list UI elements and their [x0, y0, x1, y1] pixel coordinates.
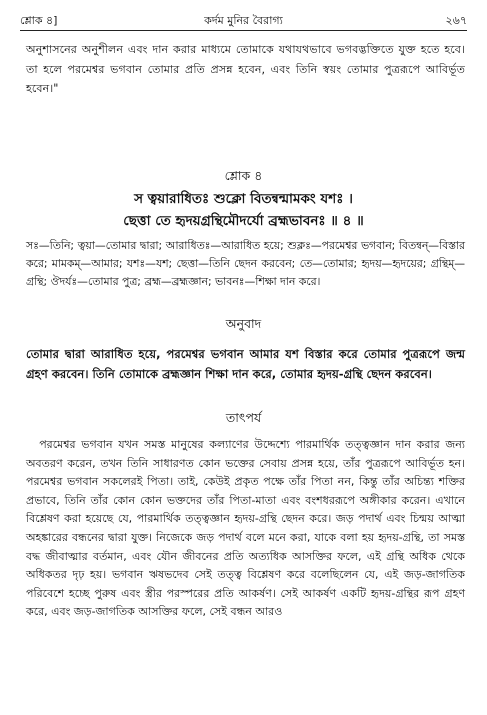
header-chapter-title: কর্দম মুনির বৈরাগ্য: [204, 14, 283, 27]
continuation-paragraph: অনুশাসনের অনুশীলন এবং দান করার মাধ্যমে তোমাকে যথাযথভাবে ভগবদ্ভক্তিতে যুক্ত হতে হবে। তা হলে পরমেশ্বর ভগবান তোমার প্রতি প্রসন্ন হবেন, এবং তিনি স্বয়ং তোমার পুত্ররূপে আবির্ভূত হবেন।": [26, 43, 465, 95]
verse-line-2: ছেত্তা তে হৃদয়গ্রন্থিমৌদর্যো ব্রহ্মভাবনঃ ॥ ৪ ॥: [123, 213, 364, 229]
header-rule: [20, 30, 467, 31]
purport-paragraph: পরমেশ্বর ভগবান যখন সমস্ত মানুষের কল্যাণের উদ্দেশ্যে পারমার্থিক তত্ত্বজ্ঞান দান করার জন্য অবতরণ করেন, তখন তিনি সাধারণত কোন ভক্তের সেবায় প্রসন্ন হয়ে, তাঁর পুত্ররূপে আবির্ভূত হন। পরমেশ্বর ভগবান সকলেরই পিতা। তাই, কেউই প্রকৃত পক্ষে তাঁর পিতা নন, কিন্তু তাঁর অচিন্ত্য শক্তির প্রভাবে, তিনি তাঁর কোন কোন ভক্তদের তাঁর পিতা-মাতা এবং বংশধররূপে অঙ্গীকার করেন। এখানে বিশ্লেষণ করা হয়েছে যে, পারমার্থিক তত্ত্বজ্ঞান হৃদয়-গ্রন্থি ছেদন করে। জড় পদার্থ এবং চিন্ময় আত্মা অহঙ্কারের বন্ধনের দ্বারা যুক্ত। নিজেকে জড় পদার্থ বলে মনে করা, যাকে বলা হয় হৃদয়-গ্রন্থি, তা সমস্ত বদ্ধ জীবাত্মার বর্তমান, এবং যৌন জীবনের প্রতি অত্যধিক আসক্তির ফলে, এই গ্রন্থি অধিক থেকে অধিকতর দৃঢ় হয়। ভগবান ঋষভদেব সেই তত্ত্ব বিশ্লেষণ করে বলেছিলেন যে, এই জড়-জাগতিক পরিবেশে হচ্ছে পুরুষ এবং স্ত্রীর পরস্পরের প্রতি আকর্ষণ। সেই আকর্ষণ একটি হৃদয়-গ্রন্থির রূপ গ্রহণ করে, এবং জড়-জাগতিক আসক্তির ফলে, সেই বন্ধন আরও: [26, 438, 465, 619]
sloka-heading: শ্লোক ৪: [224, 168, 263, 183]
header-verse-ref: শ্লোক ৪]: [20, 14, 58, 27]
synonyms-paragraph: সঃ—তিনি; ত্বয়া—তোমার দ্বারা; আরাধিতঃ—আরাধিত হয়ে; শুক্লঃ—পরমেশ্বর ভগবান; বিতন্বন্—বিস্তার করে; মামকম্—আমার; যশঃ—যশ; ছেত্তা—তিনি ছেদন করবেন; তে—তোমার; হৃদয়—হৃদয়ের; গ্রন্থিম্—গ্রন্থি; ঔদর্যঃ—তোমার পুত্র; ব্রহ্ম—ব্রহ্মজ্ঞান; ভাবনঃ—শিক্ষা দান করে।: [26, 239, 465, 288]
translation-paragraph: তোমার দ্বারা আরাধিত হয়ে, পরমেশ্বর ভগবান আমার যশ বিস্তার করে তোমার পুত্ররূপে জন্ম গ্রহণ করবেন। তিনি তোমাকে ব্রহ্মজ্ঞান শিক্ষা দান করে, তোমার হৃদয়-গ্রন্থি ছেদন করবেন।: [26, 347, 465, 381]
running-header: [20, 10, 467, 30]
page-number: ২৬৭: [445, 14, 467, 27]
purport-heading: তাৎপর্য: [225, 410, 262, 425]
verse-line-1: স ত্বয়ারাধিতঃ শুক্লো বিতন্বন্মামকং যশঃ ।: [134, 191, 353, 207]
translation-heading: অনুবাদ: [225, 316, 262, 331]
